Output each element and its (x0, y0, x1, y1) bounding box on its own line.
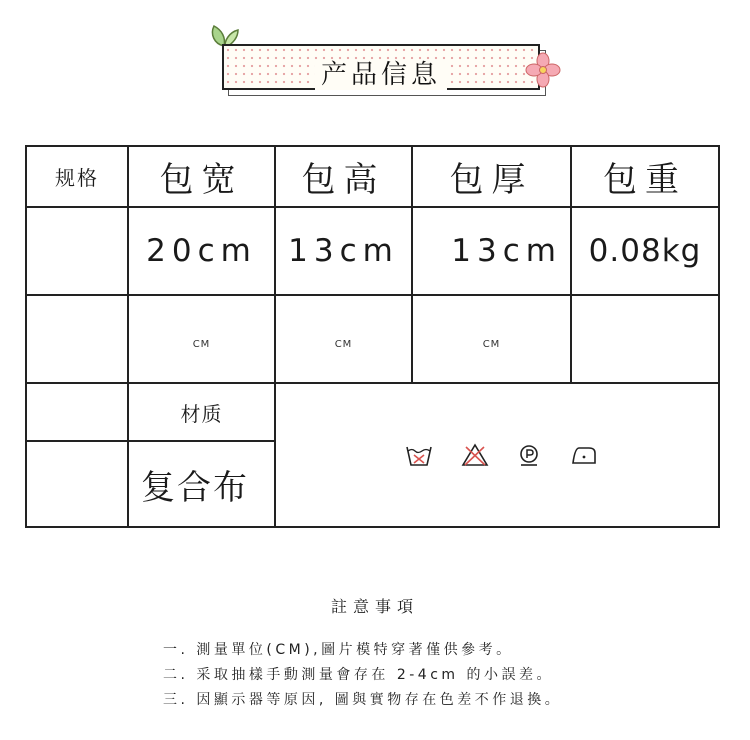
care-icons-cell (275, 383, 719, 527)
title-banner (222, 44, 540, 90)
empty-cell (26, 441, 128, 527)
units-row (26, 295, 719, 383)
col-weight-header: 包重 (571, 146, 719, 207)
width-value: 20cm (128, 207, 275, 295)
dry-clean-p-icon (517, 443, 541, 467)
care-icons (276, 443, 718, 467)
note-item: 一. 測量單位(CM),圖片模特穿著僅供參考。 (163, 642, 514, 658)
col-depth-header: 包厚 (412, 146, 571, 207)
iron-icon (569, 443, 599, 467)
material-label: 材质 (128, 383, 275, 441)
material-value: 复合布 (128, 441, 275, 527)
height-value: 13cm (275, 207, 412, 295)
no-bleach-icon (461, 443, 489, 467)
empty-cell (26, 207, 128, 295)
page-title: 产品信息 (315, 60, 447, 90)
unit-label: CM (412, 295, 571, 383)
col-width-header: 包宽 (128, 146, 275, 207)
header-row (26, 146, 719, 207)
unit-label: CM (128, 295, 275, 383)
notes-title: 註意事項 (330, 597, 419, 616)
notes-list (163, 638, 562, 713)
values-row (26, 207, 719, 295)
hand-wash-icon (405, 443, 433, 467)
note-item: 三. 因顯示器等原因, 圖與實物存在色差不作退換。 (163, 692, 563, 708)
unit-label: CM (275, 295, 412, 383)
spec-table (25, 145, 720, 528)
empty-cell (26, 383, 128, 441)
empty-cell (26, 295, 128, 383)
flower-icon (525, 52, 561, 88)
col-height-header: 包高 (275, 146, 412, 207)
spec-label: 规格 (26, 146, 128, 207)
material-label-row (26, 383, 719, 441)
depth-value: 13cm (412, 207, 571, 295)
note-item: 二. 采取抽樣手動測量會存在 2-4cm 的小誤差。 (163, 667, 555, 683)
empty-cell (571, 295, 719, 383)
weight-value: 0.08kg (571, 207, 719, 295)
